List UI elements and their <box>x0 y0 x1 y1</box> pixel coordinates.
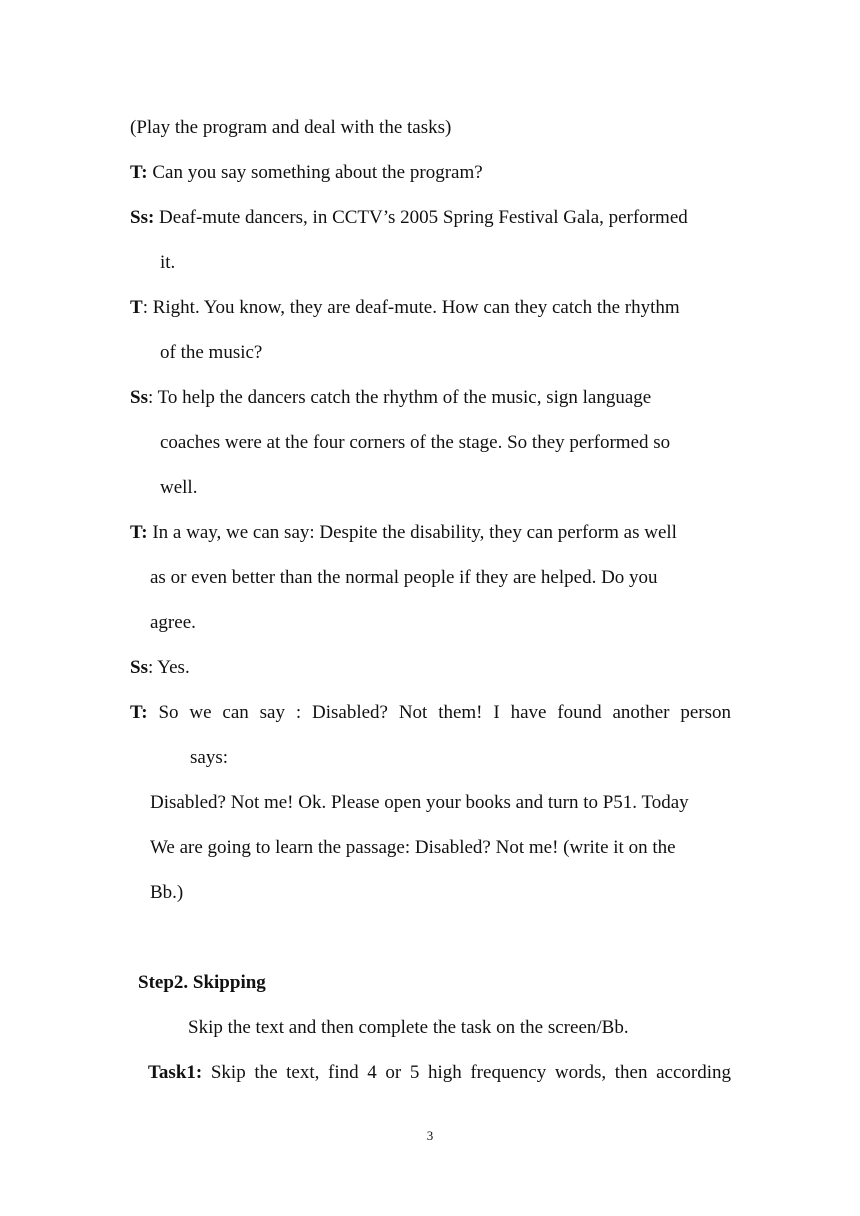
speaker-label: Ss: <box>130 207 155 228</box>
line-6: of the music? <box>160 342 263 363</box>
line-13: Ss: Yes. <box>130 657 190 678</box>
line-8: coaches were at the four corners of the stage. So they performed so <box>160 432 671 453</box>
speaker-label: Ss <box>130 387 148 408</box>
line-17: We are going to learn the passage: Disabled? Not me! (write it on the <box>150 837 676 858</box>
line-9: well. <box>160 477 198 498</box>
speaker-label: Ss <box>130 657 148 678</box>
line-12: agree. <box>150 612 196 633</box>
line-10: T: In a way, we can say: Despite the disability, they can perform as well <box>130 522 677 543</box>
line-5: T: Right. You know, they are deaf-mute. How can they catch the rhythm <box>130 297 680 318</box>
speaker-label: T: <box>130 522 148 543</box>
line-1: (Play the program and deal with the tasks) <box>130 117 452 138</box>
speaker-label: T: <box>130 702 148 723</box>
speaker-label: T <box>130 297 143 318</box>
line-11: as or even better than the normal people if they are helped. Do you <box>150 567 658 588</box>
line-4: it. <box>160 252 176 273</box>
line-15: says: <box>190 747 228 768</box>
speaker-label: T: <box>130 162 148 183</box>
line-3: Ss: Deaf-mute dancers, in CCTV’s 2005 Spring Festival Gala, performed <box>130 207 688 228</box>
line-14: T: So we can say : Disabled? Not them! I have found another person <box>130 702 731 723</box>
section-heading: Step2. Skipping <box>138 972 266 993</box>
line-2: T: Can you say something about the program? <box>130 162 483 183</box>
line-21: Task1: Skip the text, find 4 or 5 high frequency words, then according <box>148 1062 731 1083</box>
page-number: 3 <box>426 1128 434 1143</box>
line-7: Ss: To help the dancers catch the rhythm of the music, sign language <box>130 387 652 408</box>
line-20: Skip the text and then complete the task on the screen/Bb. <box>188 1017 629 1038</box>
line-16: Disabled? Not me! Ok. Please open your books and turn to P51. Today <box>150 792 689 813</box>
line-18: Bb.) <box>150 882 184 903</box>
task-label: Task1: <box>148 1062 203 1083</box>
